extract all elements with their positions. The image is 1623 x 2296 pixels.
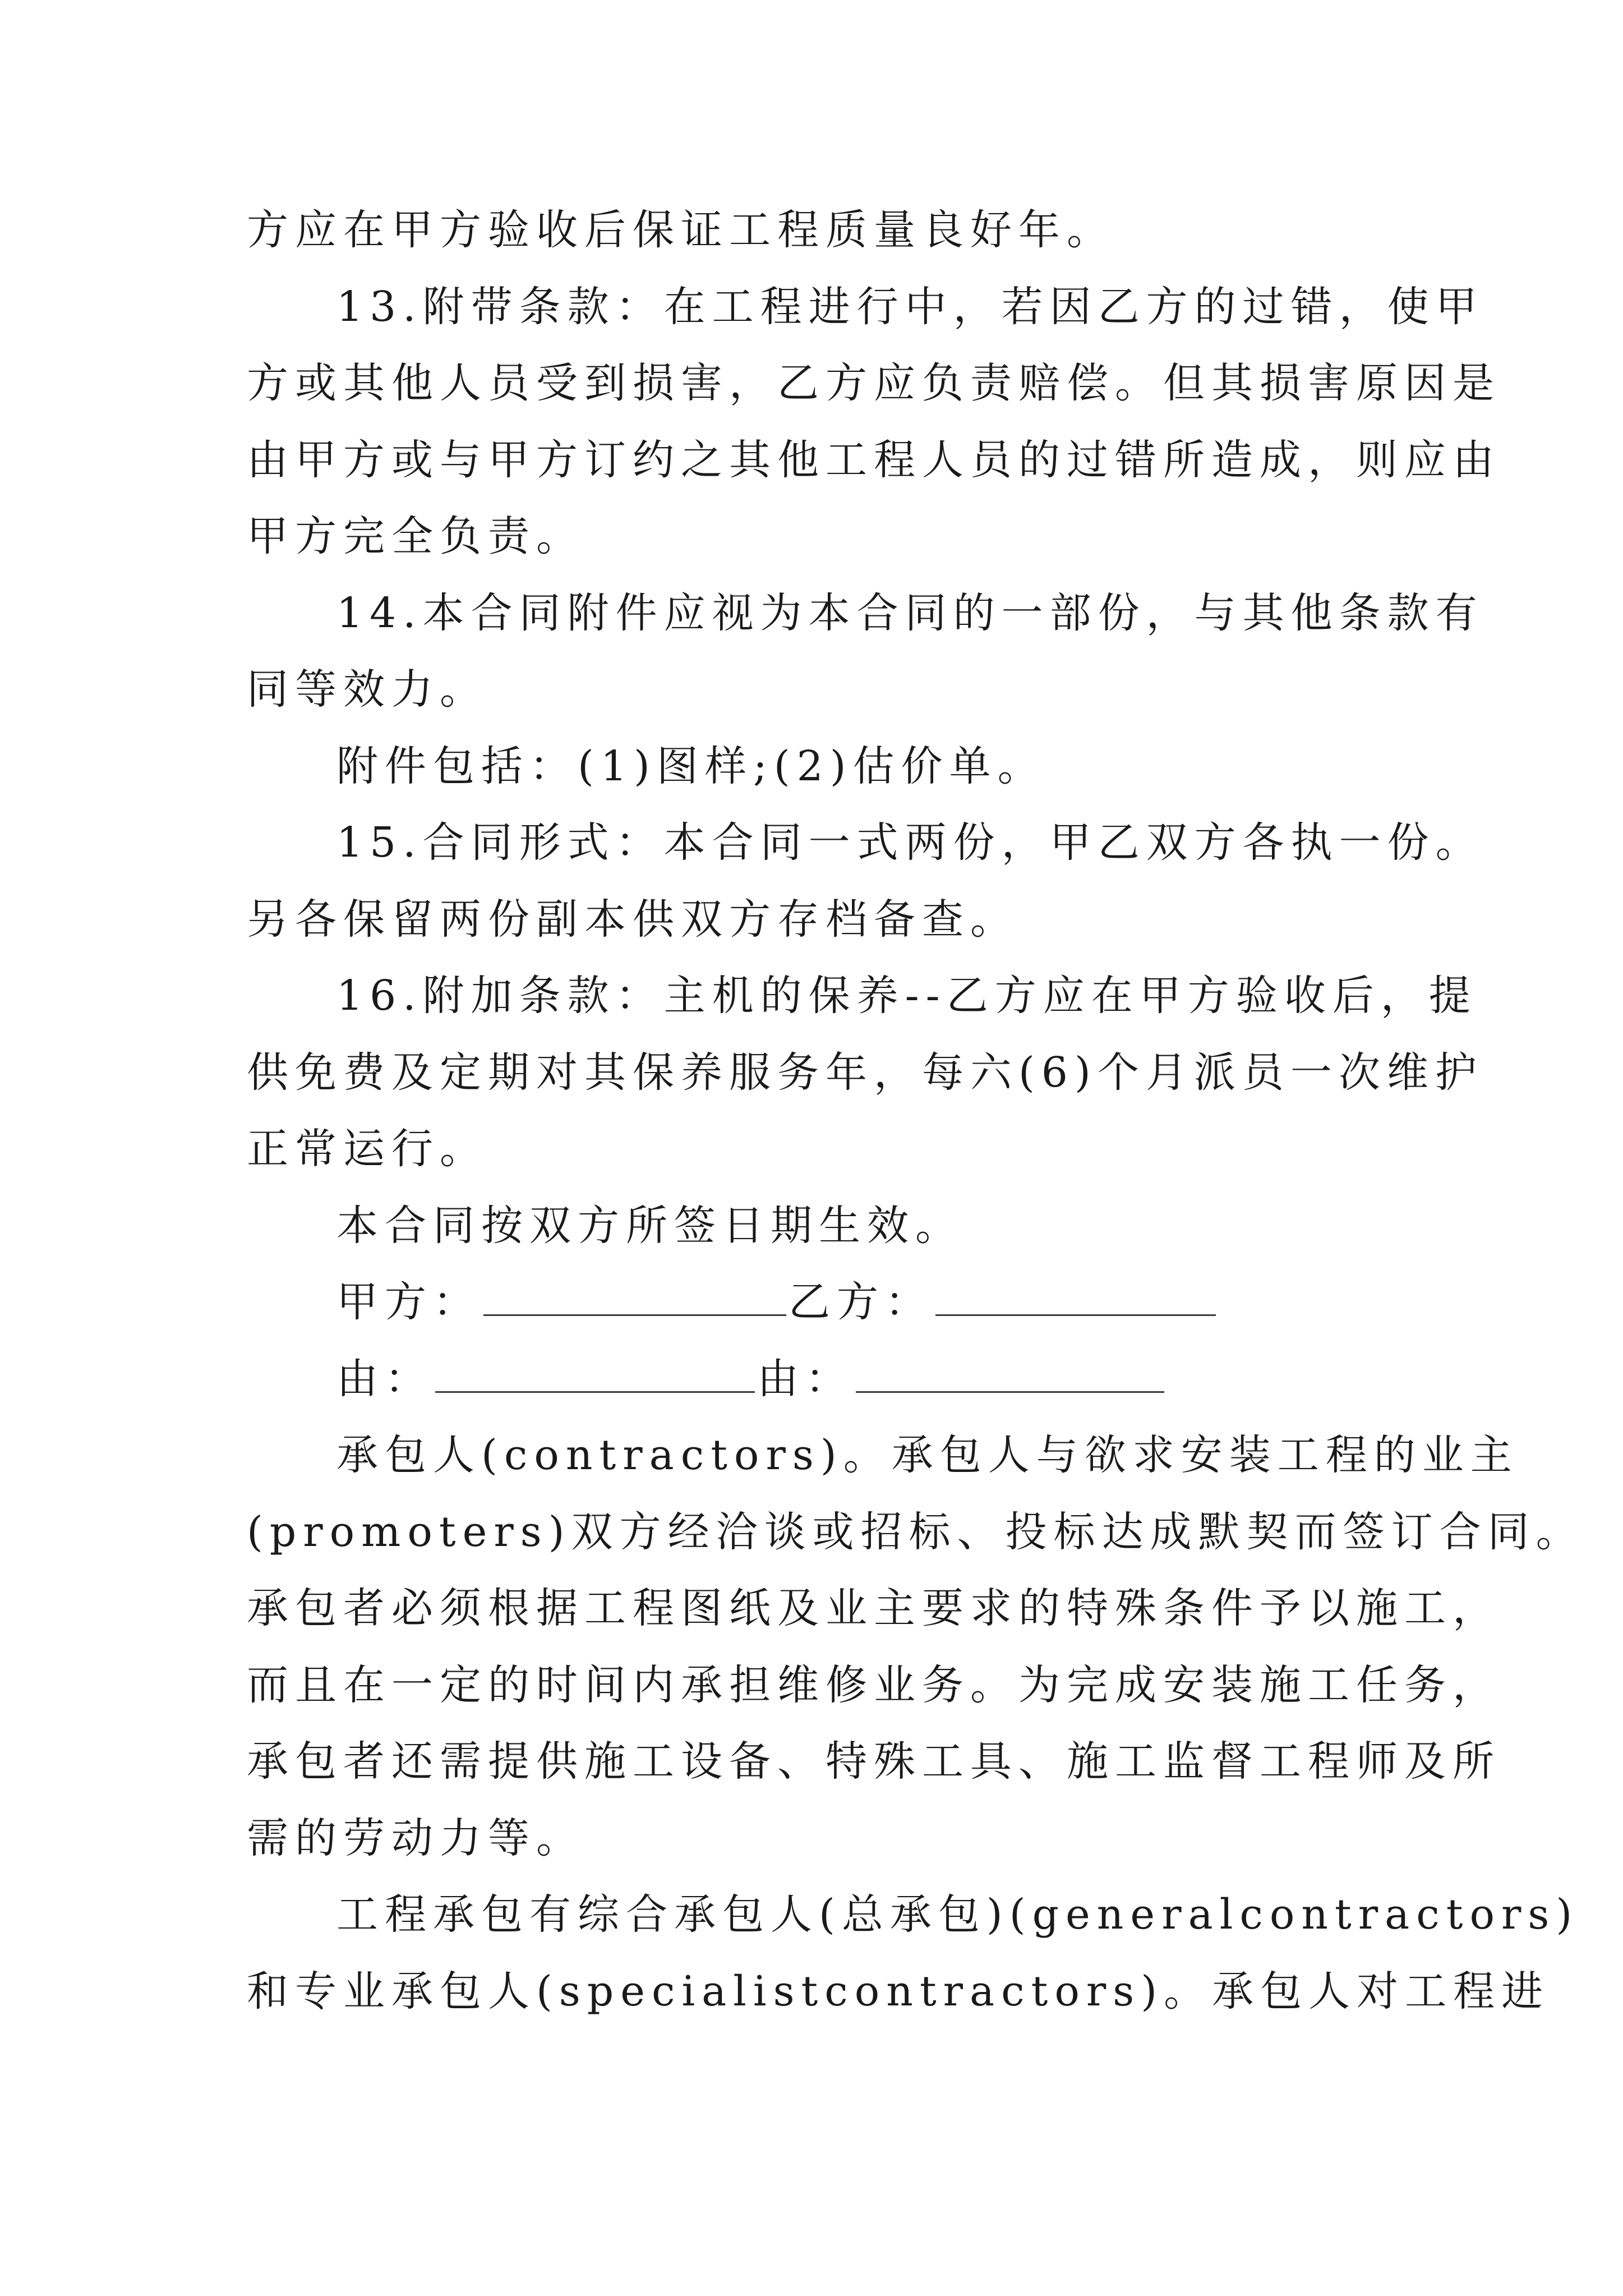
clause-13-line: 13.附带条款：在工程进行中，若因乙方的过错，使甲 [336, 283, 1484, 331]
paragraph-line: 需的劳动力等。 [247, 1814, 584, 1862]
paragraph-line: 和专业承包人(specialistcontractors)。承包人对工程进 [247, 1967, 1550, 2016]
clause-16-line: 16.附加条款：主机的保养--乙方应在甲方验收后，提 [336, 972, 1477, 1020]
contracting-types-line: 工程承包有综合承包人(总承包)(generalcontractors) [336, 1890, 1579, 1939]
by-label-b: 由： [757, 1355, 854, 1403]
paragraph-line: (promoters)双方经洽谈或招标、投标达成默契而签订合同。 [247, 1508, 1584, 1556]
paragraph-line: 方应在甲方验收后保证工程质量良好年。 [247, 206, 1115, 254]
paragraph-line: 方或其他人员受到损害，乙方应负责赔偿。但其损害原因是 [247, 359, 1501, 407]
attachments-line: 附件包括：(1)图样;(2)估价单。 [336, 742, 1046, 790]
signature-row-by [336, 1351, 1166, 1407]
paragraph-line: 另各保留两份副本供双方存档备查。 [247, 895, 1018, 944]
party-a-signature-blank [483, 1280, 786, 1316]
paragraph-line: 同等效力。 [247, 665, 488, 714]
signature-row-parties [336, 1274, 1218, 1330]
by-b-signature-blank [856, 1356, 1164, 1393]
party-a-label: 甲方： [336, 1278, 481, 1326]
effective-date-line: 本合同按双方所签日期生效。 [336, 1202, 963, 1250]
party-b-label: 乙方： [789, 1278, 933, 1326]
paragraph-line: 正常运行。 [247, 1125, 488, 1173]
paragraph-line: 由甲方或与甲方订约之其他工程人员的过错所造成，则应由 [247, 436, 1501, 484]
paragraph-line: 而且在一定的时间内承担维修业务。为完成安装施工任务， [247, 1661, 1501, 1709]
paragraph-line: 甲方完全负责。 [247, 512, 584, 560]
paragraph-line: 供免费及定期对其保养服务年，每六(6)个月派员一次维护 [247, 1048, 1483, 1097]
contractor-paragraph-line: 承包人(contractors)。承包人与欲求安装工程的业主 [336, 1431, 1519, 1479]
paragraph-line: 承包者必须根据工程图纸及业主要求的特殊条件予以施工， [247, 1584, 1501, 1632]
by-label-a: 由： [336, 1355, 433, 1403]
by-a-signature-blank [435, 1356, 755, 1393]
paragraph-line: 承包者还需提供施工设备、特殊工具、施工监督工程师及所 [247, 1737, 1501, 1786]
party-b-signature-blank [935, 1280, 1216, 1316]
clause-15-line: 15.合同形式：本合同一式两份，甲乙双方各执一份。 [336, 818, 1484, 867]
clause-14-line: 14.本合同附件应视为本合同的一部份，与其他条款有 [336, 589, 1484, 637]
